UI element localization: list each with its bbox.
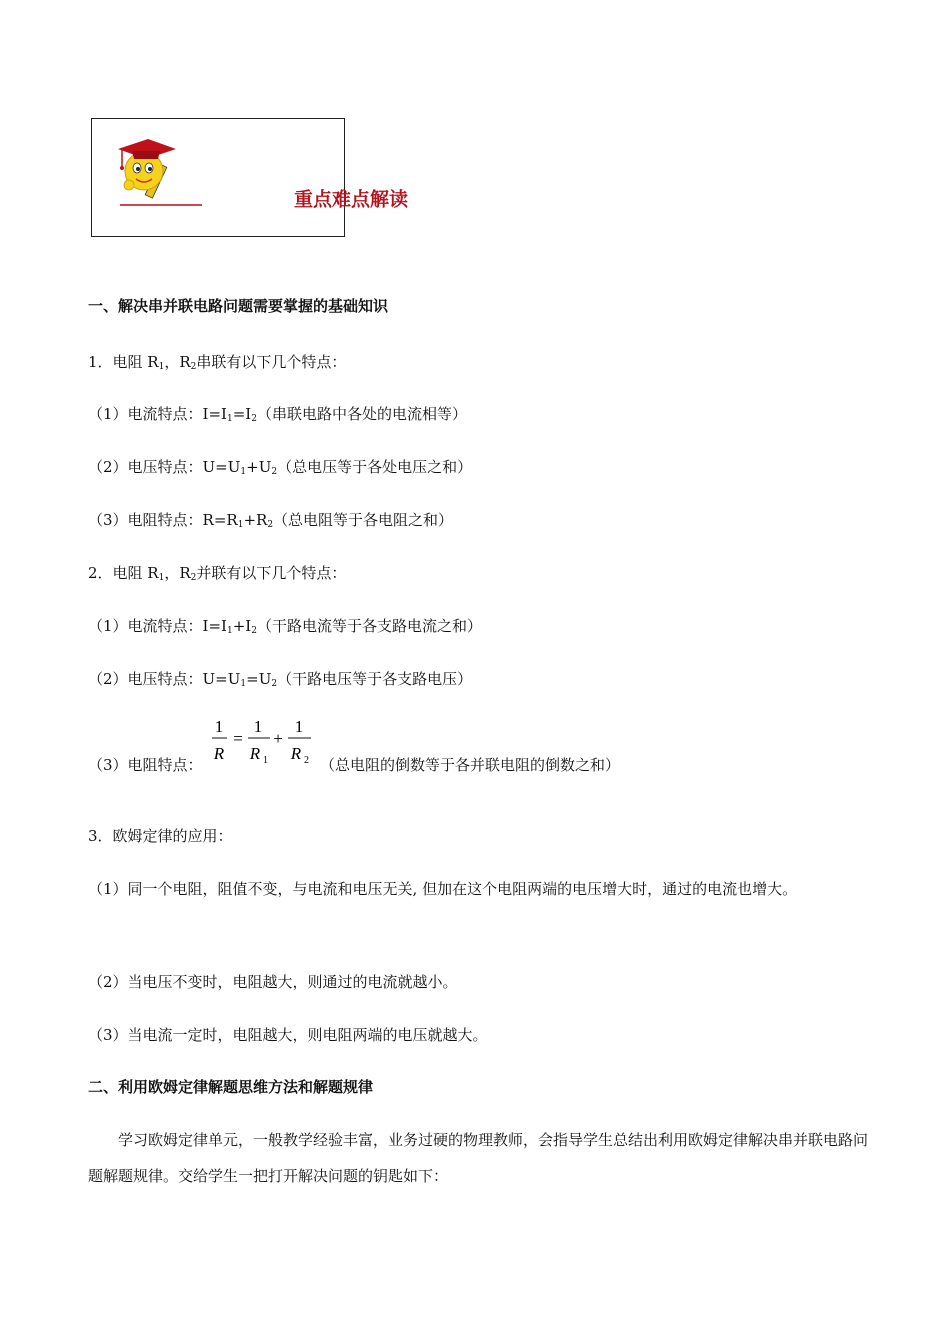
svg-text:1: 1	[294, 717, 304, 736]
svg-text:1: 1	[214, 717, 224, 736]
series-intro: 1．电阻 $R_1$，$R_2$串联有以下几个特点：	[88, 353, 347, 372]
section2-paragraph: 学习欧姆定律单元，一般教学经验丰富，业务过硬的物理教师，会指导学生总结出利用欧姆定律解决串并联电路问题解题规律。交给学生一把打开解决问题的钥匙如下：	[88, 1131, 869, 1185]
svg-text:1: 1	[253, 717, 263, 736]
series-voltage: （2）电压特点：$U=U_1+U_2$（总电压等于各处电压之和）	[88, 458, 473, 477]
svg-text:R: R	[249, 744, 261, 763]
svg-text:2: 2	[304, 755, 309, 766]
banner	[91, 118, 409, 237]
parallel-resistance-label: （3）电阻特点：	[88, 756, 203, 774]
ohm-law-point-1: （1）同一个电阻，阻值不变，与电流和电压无关, 但加在这个电阻两端的电压增大时，通过的电流也增大。	[88, 880, 798, 898]
svg-text:R: R	[290, 744, 302, 763]
series-current: （1）电流特点：$I=I_1=I_2$（串联电路中各处的电流相等）	[88, 405, 467, 424]
parallel-intro: 2．电阻 $R_1$，$R_2$并联有以下几个特点：	[88, 564, 347, 583]
parallel-voltage: （2）电压特点：$U=U_1=U_2$（干路电压等于各支路电压）	[88, 670, 473, 689]
svg-text:=: =	[233, 729, 243, 748]
parallel-current: （1）电流特点：$I=I_1+I_2$（干路电流等于各支路电流之和）	[88, 617, 482, 636]
series-resistance: （3）电阻特点：$R=R_1+R_2$（总电阻等于各电阻之和）	[88, 511, 454, 530]
ohm-law-intro: 3．欧姆定律的应用：	[88, 827, 233, 845]
svg-text:+: +	[273, 729, 283, 748]
banner-title: 重点难点解读	[294, 188, 409, 211]
parallel-resistance-note: （总电阻的倒数等于各并联电阻的倒数之和）	[320, 756, 621, 774]
svg-text:1: 1	[263, 755, 268, 766]
section1-heading: 一、解决串并联电路问题需要掌握的基础知识	[88, 297, 389, 315]
mascot-graduate-icon	[92, 119, 346, 238]
ohm-law-point-3: （3）当电流一定时，电阻越大，则电阻两端的电压就越大。	[88, 1026, 488, 1044]
parallel-resistance-formula	[210, 715, 320, 767]
svg-text:R: R	[213, 744, 225, 763]
ohm-law-point-2: （2）当电压不变时，电阻越大，则通过的电流就越小。	[88, 973, 458, 991]
section2-heading: 二、利用欧姆定律解题思维方法和解题规律	[88, 1078, 374, 1096]
